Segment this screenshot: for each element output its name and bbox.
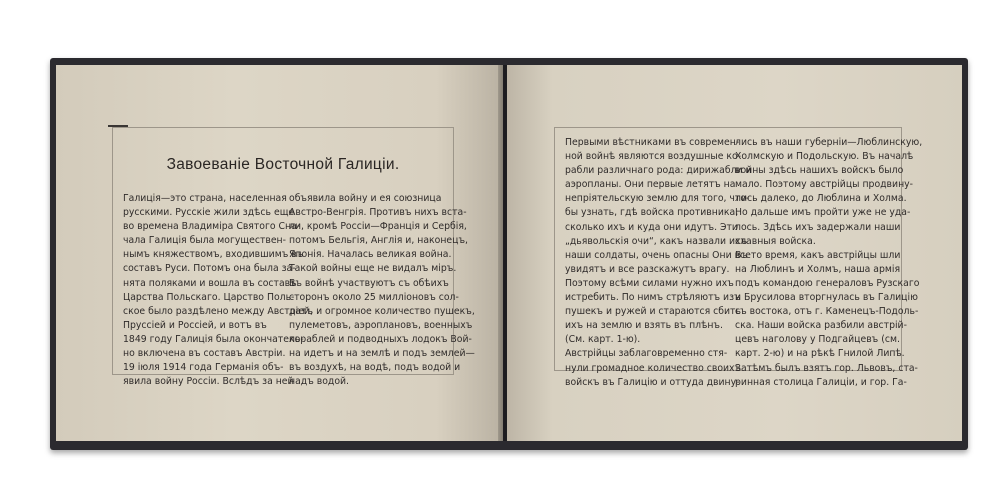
text-line: на Люблинъ и Холмъ, наша армiя (735, 263, 901, 275)
right-page (507, 65, 962, 441)
text-line: лось. Здѣсь ихъ задержали наши (735, 221, 901, 233)
text-line: ли, кромѣ Россiи—Францiя и Сербiя, (289, 221, 467, 233)
text-line: лись далеко, до Люблина и Холма. (735, 193, 907, 205)
text-line: явила войну Россiи. Вслѣдъ за ней (123, 376, 294, 388)
text-line: Пруссiей и Россiей, и вотъ въ (123, 319, 267, 331)
text-line: нята поляками и вошла въ составъ (123, 277, 297, 289)
text-line: карт. 2-ю) и на рѣкѣ Гнилой Липѣ. (735, 348, 905, 360)
text-line: войны здѣсь нашихъ войскъ было (735, 165, 904, 177)
open-book (50, 58, 968, 450)
text-line: въ воздухѣ, на водѣ, подъ водой и (289, 362, 461, 374)
text-line: составъ Руси. Потомъ она была за- (123, 263, 296, 275)
left-page (56, 65, 503, 441)
text-line: ной войнѣ являются воздушные ко- (565, 151, 742, 163)
text-line: сторонъ около 25 миллiоновъ сол- (289, 291, 459, 303)
text-line: пушекъ и ружей и стараются сбить (565, 306, 741, 318)
text-line: объявила войну и ея союзница (289, 193, 442, 204)
text-line: Но дальше имъ пройти уже не уда- (735, 207, 911, 219)
text-line: ска. Наши войска разбили австрiй- (735, 320, 907, 332)
text-line: Въ то время, какъ австрiйцы шли (735, 249, 901, 261)
text-line: мало. Поэтому австрiйцы продвину- (735, 179, 914, 191)
text-line: ихъ на землю и взять въ плѣнъ. (565, 320, 723, 332)
left-column-1 (123, 192, 313, 389)
right-text-frame (554, 127, 923, 388)
text-line: войскъ въ Галицiю и оттуда двину- (565, 376, 740, 388)
text-line: наши солдаты, очень опасны Они все (565, 249, 751, 261)
text-line: 1849 году Галицiя была окончатель- (123, 333, 304, 345)
text-line: нымъ княжествомъ, входившимъ въ (123, 249, 304, 261)
text-line: надъ водой. (289, 376, 350, 388)
text-line: Въ войнѣ участвуютъ съ обѣихъ (289, 277, 449, 289)
text-line: подъ командою генераловъ Рузскаго (735, 277, 920, 289)
text-line: и Брусилова вторгнулась въ Галицiю (735, 292, 918, 304)
text-line: съ востока, отъ г. Каменецъ-Подоль- (735, 306, 919, 318)
text-line: „дьявольскiя очи“, какъ назвали ихъ (565, 235, 748, 247)
text-line: Затѣмъ былъ взятъ гор. Львовъ, ста- (735, 362, 918, 374)
text-line: Первыми вѣстниками въ современ- (565, 137, 740, 148)
text-line: Австро-Венгрiя. Противъ нихъ вста- (289, 207, 467, 219)
text-line: Холмскую и Подольскую. Въ началѣ (735, 151, 914, 163)
text-line: на идетъ и на землѣ и подъ землей— (289, 348, 475, 360)
text-line: увидятъ и все разскажутъ врагу. (565, 263, 730, 275)
text-line: непрiятельскую землю для того, что- (565, 193, 750, 205)
text-line: во времена Владимiра Святого Сна- (123, 221, 301, 233)
text-line: но включена въ составъ Австрiи. (123, 348, 286, 360)
text-line: потомъ Бельгiя, Англiя и, наконецъ, (289, 235, 468, 247)
left-text-frame (112, 127, 475, 388)
text-line: славныя войска. (735, 235, 816, 247)
text-line: датъ и огромное количество пушекъ, (289, 305, 475, 317)
right-column-2 (735, 136, 923, 390)
text-line: русскими. Русскiе жили здѣсь еще (123, 207, 295, 219)
text-line: Поэтому всѣми силами нужно ихъ (565, 277, 734, 289)
text-line: кораблей и подводныхъ лодокъ Вой- (289, 333, 472, 345)
text-line: Японiя. Началась великая война. (289, 249, 452, 261)
text-line: нули громадное количество своихъ (565, 362, 742, 374)
page-title: Завоеванie Восточной Галицiи. (166, 156, 400, 173)
text-line: сколько ихъ и куда они идутъ. Эти (565, 221, 738, 233)
text-line: аэропланы. Они первые летятъ на (565, 179, 736, 191)
text-line: Галицiя—это страна, населенная (123, 193, 287, 204)
text-line: ское было раздѣлено между Австрiей, (123, 305, 313, 317)
text-line: бы узнать, гдѣ войска противника, (565, 207, 739, 219)
text-line: цевъ наголову у Подгайцевъ (см. (735, 334, 900, 346)
text-line: ринная столица Галицiи, и гор. Га- (735, 376, 907, 388)
text-line: Царства Польскаго. Царство Поль- (123, 291, 295, 303)
text-line: лись въ наши губернiи—Люблинскую, (735, 137, 923, 148)
text-line: рабли различнаго рода: дирижабли и (565, 165, 752, 177)
text-line: истребить. По нимъ стрѣляютъ изъ (565, 292, 741, 304)
text-line: пулеметовъ, аэроплановъ, военныхъ (289, 319, 473, 331)
text-line: чала Галицiя была могуществен- (123, 235, 286, 247)
text-line: Такой войны еще не видалъ мiръ. (289, 263, 457, 275)
right-column-1 (565, 136, 752, 390)
text-line: (См. карт. 1-ю). (565, 334, 641, 346)
text-line: 19 iюля 1914 года Германiя объ- (123, 362, 284, 374)
left-column-2 (289, 192, 475, 389)
text-line: Австрiйцы заблаговременно стя- (565, 348, 728, 360)
